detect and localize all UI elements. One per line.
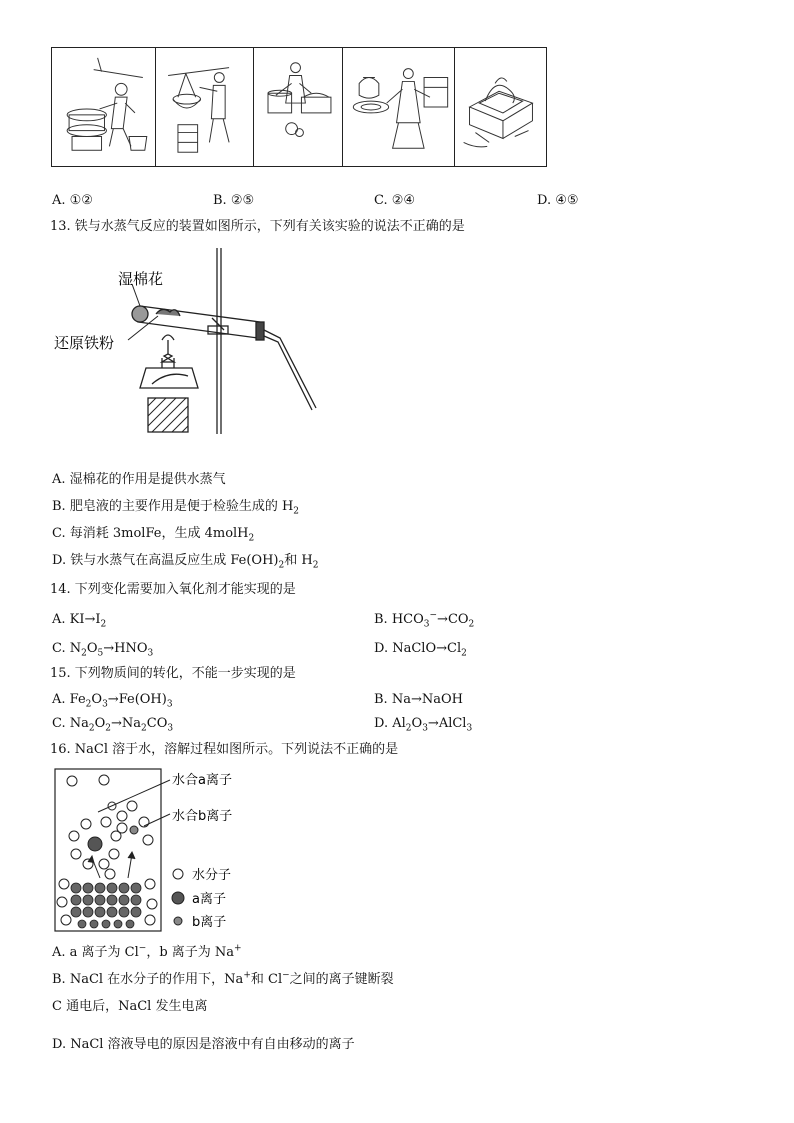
q13-option-a[interactable]: A. 湿棉花的作用是提供水蒸气 (52, 472, 226, 487)
q12-option-c[interactable]: C. ②④ (374, 193, 416, 208)
q16-option-c[interactable]: C 通电后，NaCl 发生电离 (52, 999, 208, 1014)
q12-picture-4 (343, 48, 455, 166)
legend-b-ion-icon (174, 917, 182, 925)
q12-picture-5 (455, 48, 546, 166)
q15-option-b[interactable]: B. Na→NaOH (374, 692, 463, 707)
q14-option-d[interactable]: D. $NaClO\to Cl_2$ (374, 641, 467, 659)
q16-option-b[interactable]: B. NaCl 在水分子的作用下，Na+和 Cl−之间的离子键断裂 (52, 970, 394, 987)
q13-option-c[interactable]: C. 每消耗 3molFe，生成 4molH$_2$ (52, 526, 255, 544)
legend-b-ion-label: b离子 (192, 915, 227, 930)
q12-option-a[interactable]: A. ①② (52, 193, 93, 208)
label-wet-cotton: 湿棉花 (118, 270, 164, 288)
q12-craft-illustration-4 (343, 48, 454, 166)
q14-option-a[interactable]: A. $KI\to I_2$ (52, 612, 107, 630)
q12-craft-illustration-2 (156, 48, 253, 166)
label-reduced-iron-powder: 还原铁粉 (54, 334, 115, 352)
q13-option-d[interactable]: D. 铁与水蒸气在高温反应生成 $Fe(OH)_2$和 $H_2$ (52, 553, 319, 571)
label-hydrated-a-ion: 水合a离子 (172, 773, 232, 788)
q13-apparatus-figure (52, 244, 324, 440)
q12-picture-3 (254, 48, 343, 166)
q12-picture-table (51, 47, 547, 167)
q13-option-b[interactable]: B. 肥皂液的主要作用是便于检验生成的 $H_2$ (52, 499, 300, 517)
nacl-dissolution-diagram (52, 766, 252, 934)
q13-stem: 13. 铁与水蒸气反应的装置如图所示，下列有关该实验的说法不正确的是 (50, 219, 465, 234)
legend-a-ion-icon (172, 892, 184, 904)
q12-picture-2 (156, 48, 254, 166)
legend-water-icon (173, 869, 183, 879)
q12-option-b[interactable]: B. ②⑤ (213, 193, 255, 208)
q15-stem: 15. 下列物质间的转化，不能一步实现的是 (50, 666, 296, 681)
q12-picture-1 (52, 48, 156, 166)
q16-option-d[interactable]: D. NaCl 溶液导电的原因是溶液中有自由移动的离子 (52, 1037, 355, 1052)
q12-option-d[interactable]: D. ④⑤ (537, 193, 579, 208)
q12-craft-illustration-3 (254, 48, 342, 166)
q12-craft-illustration-1 (52, 48, 155, 166)
iron-steam-apparatus-diagram (52, 244, 324, 440)
q14-option-c[interactable]: C. $N_2O_5\to HNO_3$ (52, 641, 154, 659)
q12-craft-illustration-5 (455, 48, 546, 166)
q16-stem: 16. NaCl 溶于水，溶解过程如图所示。下列说法不正确的是 (50, 742, 399, 757)
q15-option-c[interactable]: C. $Na_2O_2\to Na_2CO_3$ (52, 716, 174, 734)
legend-water-label: 水分子 (192, 868, 232, 883)
legend-a-ion-label: a离子 (192, 892, 226, 907)
q16-dissolution-figure (52, 766, 252, 934)
label-hydrated-b-ion: 水合b离子 (172, 809, 233, 824)
q14-option-b[interactable]: B. $HCO_3^-\to CO_2$ (374, 610, 475, 630)
q14-stem: 14. 下列变化需要加入氧化剂才能实现的是 (50, 582, 296, 597)
q15-option-d[interactable]: D. $Al_2O_3\to AlCl_3$ (374, 716, 473, 734)
q15-option-a[interactable]: A. $Fe_2O_3\to Fe(OH)_3$ (52, 692, 173, 710)
q16-option-a[interactable]: A. a 离子为 Cl−，b 离子为 Na+ (52, 943, 242, 960)
